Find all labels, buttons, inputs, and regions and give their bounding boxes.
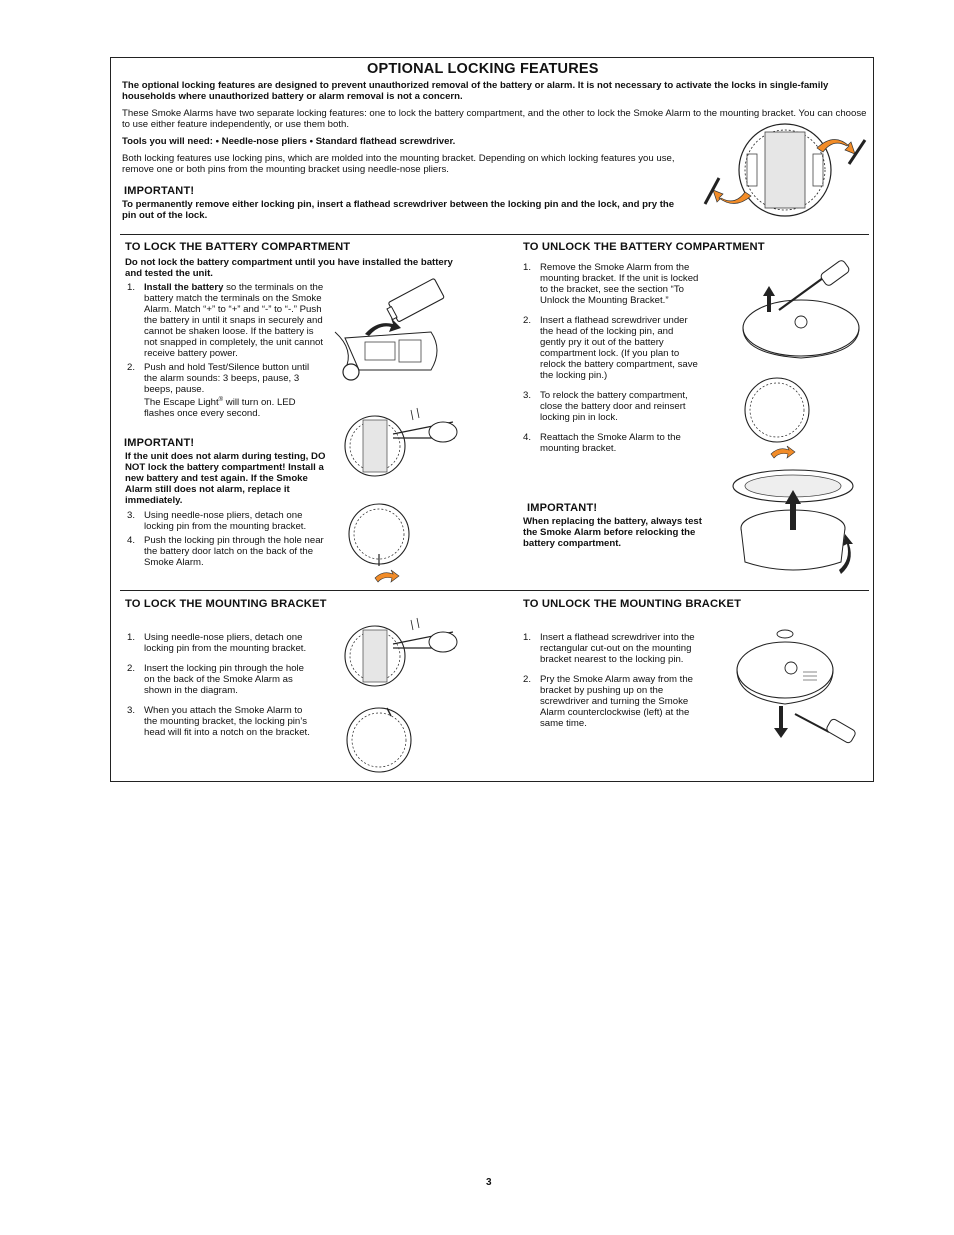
lock-bracket-steps	[125, 632, 310, 738]
intro-bold: The optional locking features are designed to prevent unauthorized removal of the battery or alarm. It is not necessary to activate the locks in single-family households where unauthorized battery or alarm removal is not a concern.	[122, 80, 829, 102]
unlock-bracket-steps	[521, 632, 706, 729]
list-item: 4. Push the locking pin through the hole near the battery door latch on the back of the Smoke Alarm.	[127, 535, 324, 568]
down-arrow-icon	[774, 706, 788, 738]
list-item: 4. Reattach the Smoke Alarm to the mounting bracket.	[523, 432, 681, 454]
lock-battery-warning: Do not lock the battery compartment until you have installed the battery and tested the unit.	[125, 257, 453, 279]
section-divider-top	[120, 234, 869, 235]
lock-battery-important-text: If the unit does not alarm during testing, DO NOT lock the battery compartment! Install a new battery and test again. If the Smoke Alarm still does not alarm, replace it immediately.	[125, 451, 326, 506]
reattach-alarm-illustration	[731, 466, 861, 578]
unlock-bracket-heading: TO UNLOCK THE MOUNTING BRACKET	[523, 598, 742, 610]
bracket-center-plate	[765, 132, 805, 208]
pins-text: Both locking features use locking pins, which are molded into the mounting bracket. Depending on which locking features you use, remove one or both pins from the mounting bracket using needle-nose pliers.	[122, 153, 675, 175]
orange-arrow-icon	[771, 446, 795, 458]
unlock-bracket-alarm-illustration	[729, 628, 865, 740]
pliers-bracket-illustration	[343, 404, 473, 484]
list-item: 3. To relock the battery compartment, close the battery door and reinsert locking pin in lock.	[523, 390, 688, 423]
screwdriver-icon	[795, 714, 829, 732]
ring-pin-illustration	[345, 494, 415, 584]
list-item: 2. Insert the locking pin through the hole on the back of the Smoke Alarm as shown in the diagram.	[127, 663, 305, 696]
tools-line: Tools you will need: • Needle-nose pliers • Standard flathead screwdriver.	[122, 136, 456, 147]
bracket-ring-pin-illustration	[345, 702, 417, 778]
battery-insert-illustration	[335, 280, 445, 386]
unlock-battery-important-text: When replacing the battery, always test the Smoke Alarm before relocking the battery compartment.	[523, 516, 702, 549]
orange-arrow-left	[713, 190, 751, 204]
ring-arrow-illustration	[741, 370, 813, 462]
lock-battery-heading: TO LOCK THE BATTERY COMPARTMENT	[125, 241, 351, 253]
list-item: 1. Install the battery so the terminals on the battery match the terminals on the Smoke Alarm. Match “+” to “+” and “-” to “-.” Push the battery in until it snaps in securely and cannot be shaken loose. If the battery is not snapped in completely, the unit cannot receive battery power.	[127, 282, 324, 359]
list-item: 2. Pry the Smoke Alarm away from the bracket by pushing up on the screwdriver and turning the Smoke Alarm counterclockwise (left) at the same time.	[523, 674, 694, 729]
unlock-battery-important-heading: IMPORTANT!	[527, 502, 598, 514]
top-important-heading: IMPORTANT!	[124, 185, 195, 197]
insert-arrow-icon	[365, 318, 401, 336]
locking-features-panel	[110, 57, 874, 782]
lock-battery-steps-b	[125, 510, 325, 568]
list-item: 3. Using needle-nose pliers, detach one locking pin from the mounting bracket.	[127, 510, 307, 532]
section-divider-bottom	[120, 590, 869, 591]
lock-bracket-heading: TO LOCK THE MOUNTING BRACKET	[125, 598, 327, 610]
list-item: 1. Insert a flathead screwdriver into the rectangular cut-out on the mounting bracket nearest to the locking pin.	[523, 632, 695, 665]
orange-arrow-icon	[375, 570, 399, 582]
orange-arrow-right	[817, 139, 855, 154]
list-item: 2. Insert a flathead screwdriver under the head of the locking pin, and gently pry it out of the battery compartment lock. (If you plan to relock the battery compartment, save the locking pin.)	[523, 315, 698, 381]
page-number: 3	[486, 1177, 492, 1188]
unlock-battery-steps	[521, 262, 701, 454]
lock-battery-important-heading: IMPORTANT!	[124, 437, 195, 449]
screwdriver-alarm-illustration	[737, 264, 861, 360]
list-item: 1. Using needle-nose pliers, detach one locking pin from the mounting bracket.	[127, 632, 307, 654]
lock-battery-steps-a	[125, 282, 325, 419]
bracket-pins-illustration	[699, 118, 871, 218]
bracket-pliers-illustration	[341, 614, 471, 694]
unlock-battery-heading: TO UNLOCK THE BATTERY COMPARTMENT	[523, 241, 765, 253]
intro-text: These Smoke Alarms have two separate locking features: one to lock the battery compartment, and the other to lock the Smoke Alarm to the mounting bracket. You can choose to use either feature independently, or use them both.	[122, 108, 867, 130]
list-item: 2. Push and hold Test/Silence button until the alarm sounds: 3 beeps, pause, 3 beeps, pause. The Escape Light® will turn on. LED flashes once every second.	[127, 362, 310, 420]
page-title: OPTIONAL LOCKING FEATURES	[367, 61, 599, 77]
top-important-text: To permanently remove either locking pin, insert a flathead screwdriver between the locking pin and the lock, and pry the pin out of the lock.	[122, 199, 675, 221]
list-item: 1. Remove the Smoke Alarm from the mounting bracket. If the unit is locked to the bracket, see the section “To Unlock the Mounting Bracket.”	[523, 262, 699, 306]
list-item: 3. When you attach the Smoke Alarm to the mounting bracket, the locking pin’s head will fit into a notch on the bracket.	[127, 705, 310, 738]
